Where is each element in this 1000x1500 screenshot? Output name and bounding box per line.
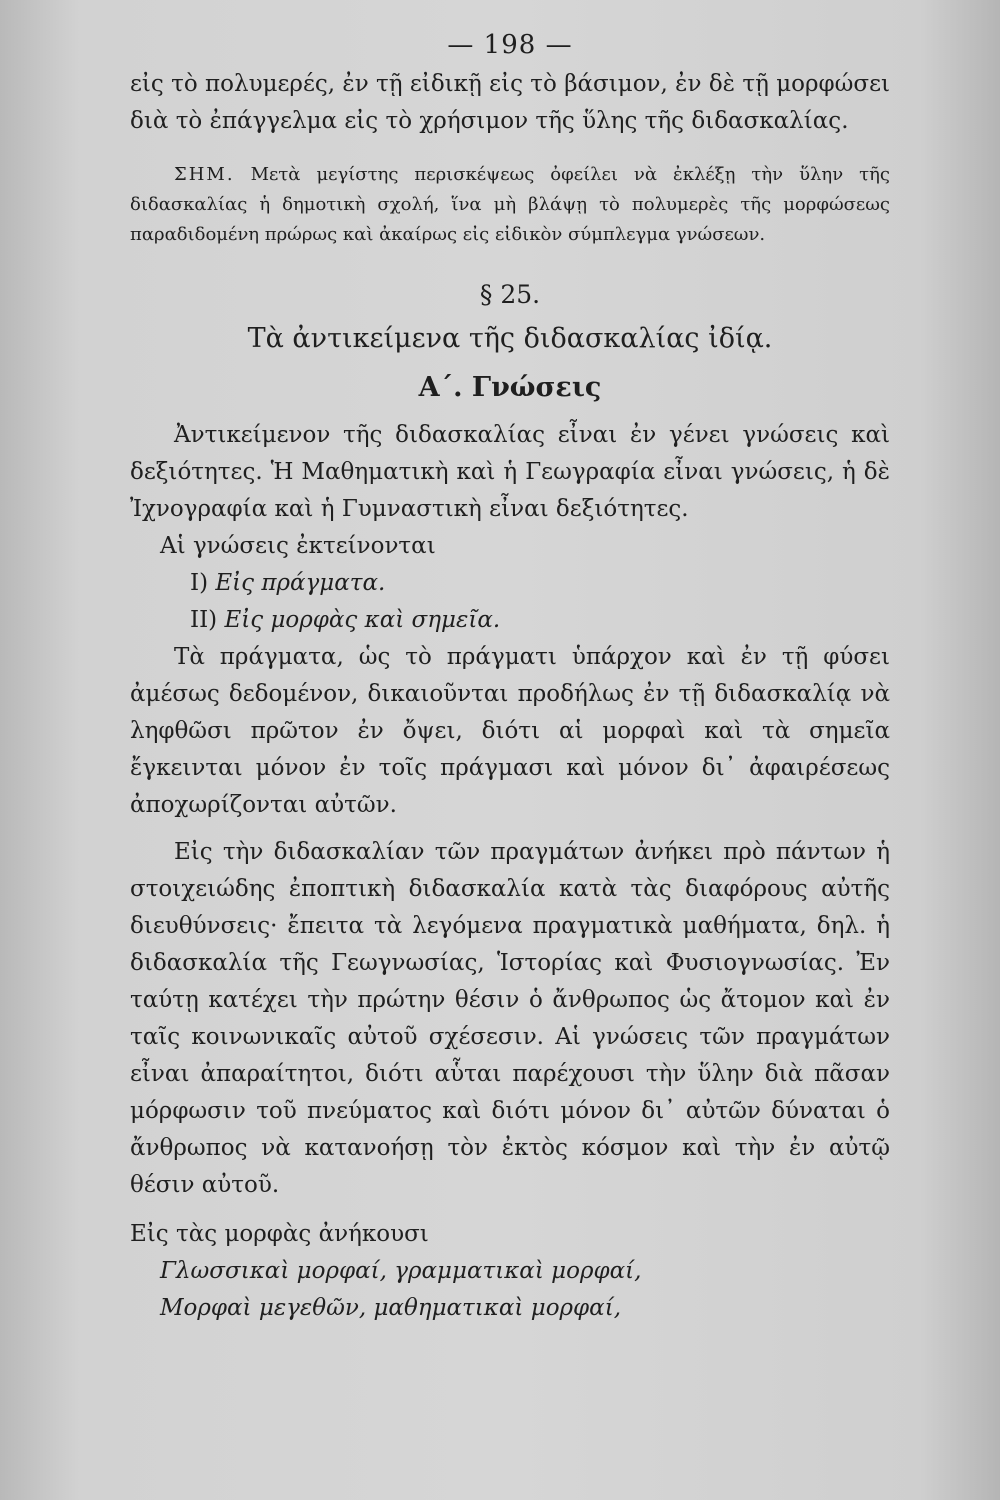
list-item-number: II) [190, 607, 218, 633]
list-item-text: Εἰς πράγματα. [215, 570, 386, 596]
subheading: Α΄. Γνώσεις [418, 372, 602, 403]
verse-line: Γλωσσικαὶ μορφαί, γραμματικαὶ μορφαί, [160, 1258, 642, 1284]
list-item [130, 565, 890, 602]
paragraph-3: Τὰ πράγματα, ὡς τὸ πράγματι ὑπάρχον καὶ ἐν τῇ φύσει ἀμέσως δεδομένον, δικαιοῦνται προδήλως ἐν τῇ διδασκαλίᾳ νὰ ληφθῶσι πρῶτον ἐν ὄψει, διότι αἱ μορφαὶ καὶ τὰ σημεῖα ἔγκεινται μόνον ἐν τοῖς πράγμασι καὶ μόνον δι᾽ ἀφαιρέσεως ἀποχωρίζονται αὐτῶν. [130, 644, 890, 818]
section-number: § 25. [479, 280, 541, 309]
verse-line: Μορφαὶ μεγεθῶν, μαθηματικαὶ μορφαί, [160, 1295, 622, 1321]
section-title: Τὰ ἀντικείμενα τῆς διδασκαλίας ἰδίᾳ. [247, 323, 773, 354]
list-item-text: Εἰς μορφὰς καὶ σημεῖα. [224, 607, 501, 633]
note-label: ΣΗΜ. [174, 164, 235, 185]
paragraph-1: Ἀντικείμενον τῆς διδασκαλίας εἶναι ἐν γένει γνώσεις καὶ δεξιότητες. Ἡ Μαθηματικὴ καὶ ἡ Γεωγραφία εἶναι γνώσεις, ἡ δὲ Ἰχνογραφία καὶ ἡ Γυμναστικὴ εἶναι δεξιότητες. [130, 422, 890, 522]
paragraph-4: Εἰς τὴν διδασκαλίαν τῶν πραγμάτων ἀνήκει πρὸ πάντων ἡ στοιχειώδης ἐποπτικὴ διδασκαλία κατὰ τὰς διαφόρους αὐτῆς διευθύνσεις· ἔπειτα τὰ λεγόμενα πραγματικὰ μαθήματα, δηλ. ἡ διδασκαλία τῆς Γεωγνωσίας, Ἱστορίας καὶ Φυσιογνωσίας. Ἐν ταύτῃ κατέχει τὴν πρώτην θέσιν ὁ ἄνθρωπος ὡς ἄτομον καὶ ἐν ταῖς κοινωνικαῖς αὐτοῦ σχέσεσιν. Αἱ γνώσεις τῶν πραγμάτων εἶναι ἀπαραίτητοι, διότι αὗται παρέχουσι τὴν ὕλην διὰ πᾶσαν μόρφωσιν τοῦ πνεύματος καὶ διότι μόνον δι᾽ αὐτῶν δύναται ὁ ἄνθρωπος νὰ κατανοήσῃ τὸν ἐκτὸς κόσμον καὶ τὴν ἐν αὐτῷ θέσιν αὐτοῦ. [130, 839, 890, 1198]
page-number: — 198 — [447, 30, 573, 60]
paragraph-5: Εἰς τὰς μορφὰς ἀνήκουσι [130, 1221, 429, 1247]
paragraph-2: Αἱ γνώσεις ἐκτείνονται [160, 533, 436, 559]
note-text: Μετὰ μεγίστης περισκέψεως ὀφείλει νὰ ἐκλέξῃ τὴν ὕλην τῆς διδασκαλίας ἡ δημοτικὴ σχολή, ἵνα μὴ βλάψῃ τὸ πολυμερὲς τῆς μορφώσεως παραδιδομένη πρώρως καὶ ἀκαίρως εἰς εἰδικὸν σύμπλεγμα γνώσεων. [130, 164, 890, 245]
list-item [130, 602, 890, 639]
list-item-number: I) [190, 570, 209, 596]
footnote [130, 160, 890, 250]
paragraph-continued: εἰς τὸ πολυμερές, ἐν τῇ εἰδικῇ εἰς τὸ βάσιμον, ἐν δὲ τῇ μορφώσει διὰ τὸ ἐπάγγελμα εἰς τὸ χρήσιμον τῆς ὕλης τῆς διδασκαλίας. [130, 71, 890, 134]
